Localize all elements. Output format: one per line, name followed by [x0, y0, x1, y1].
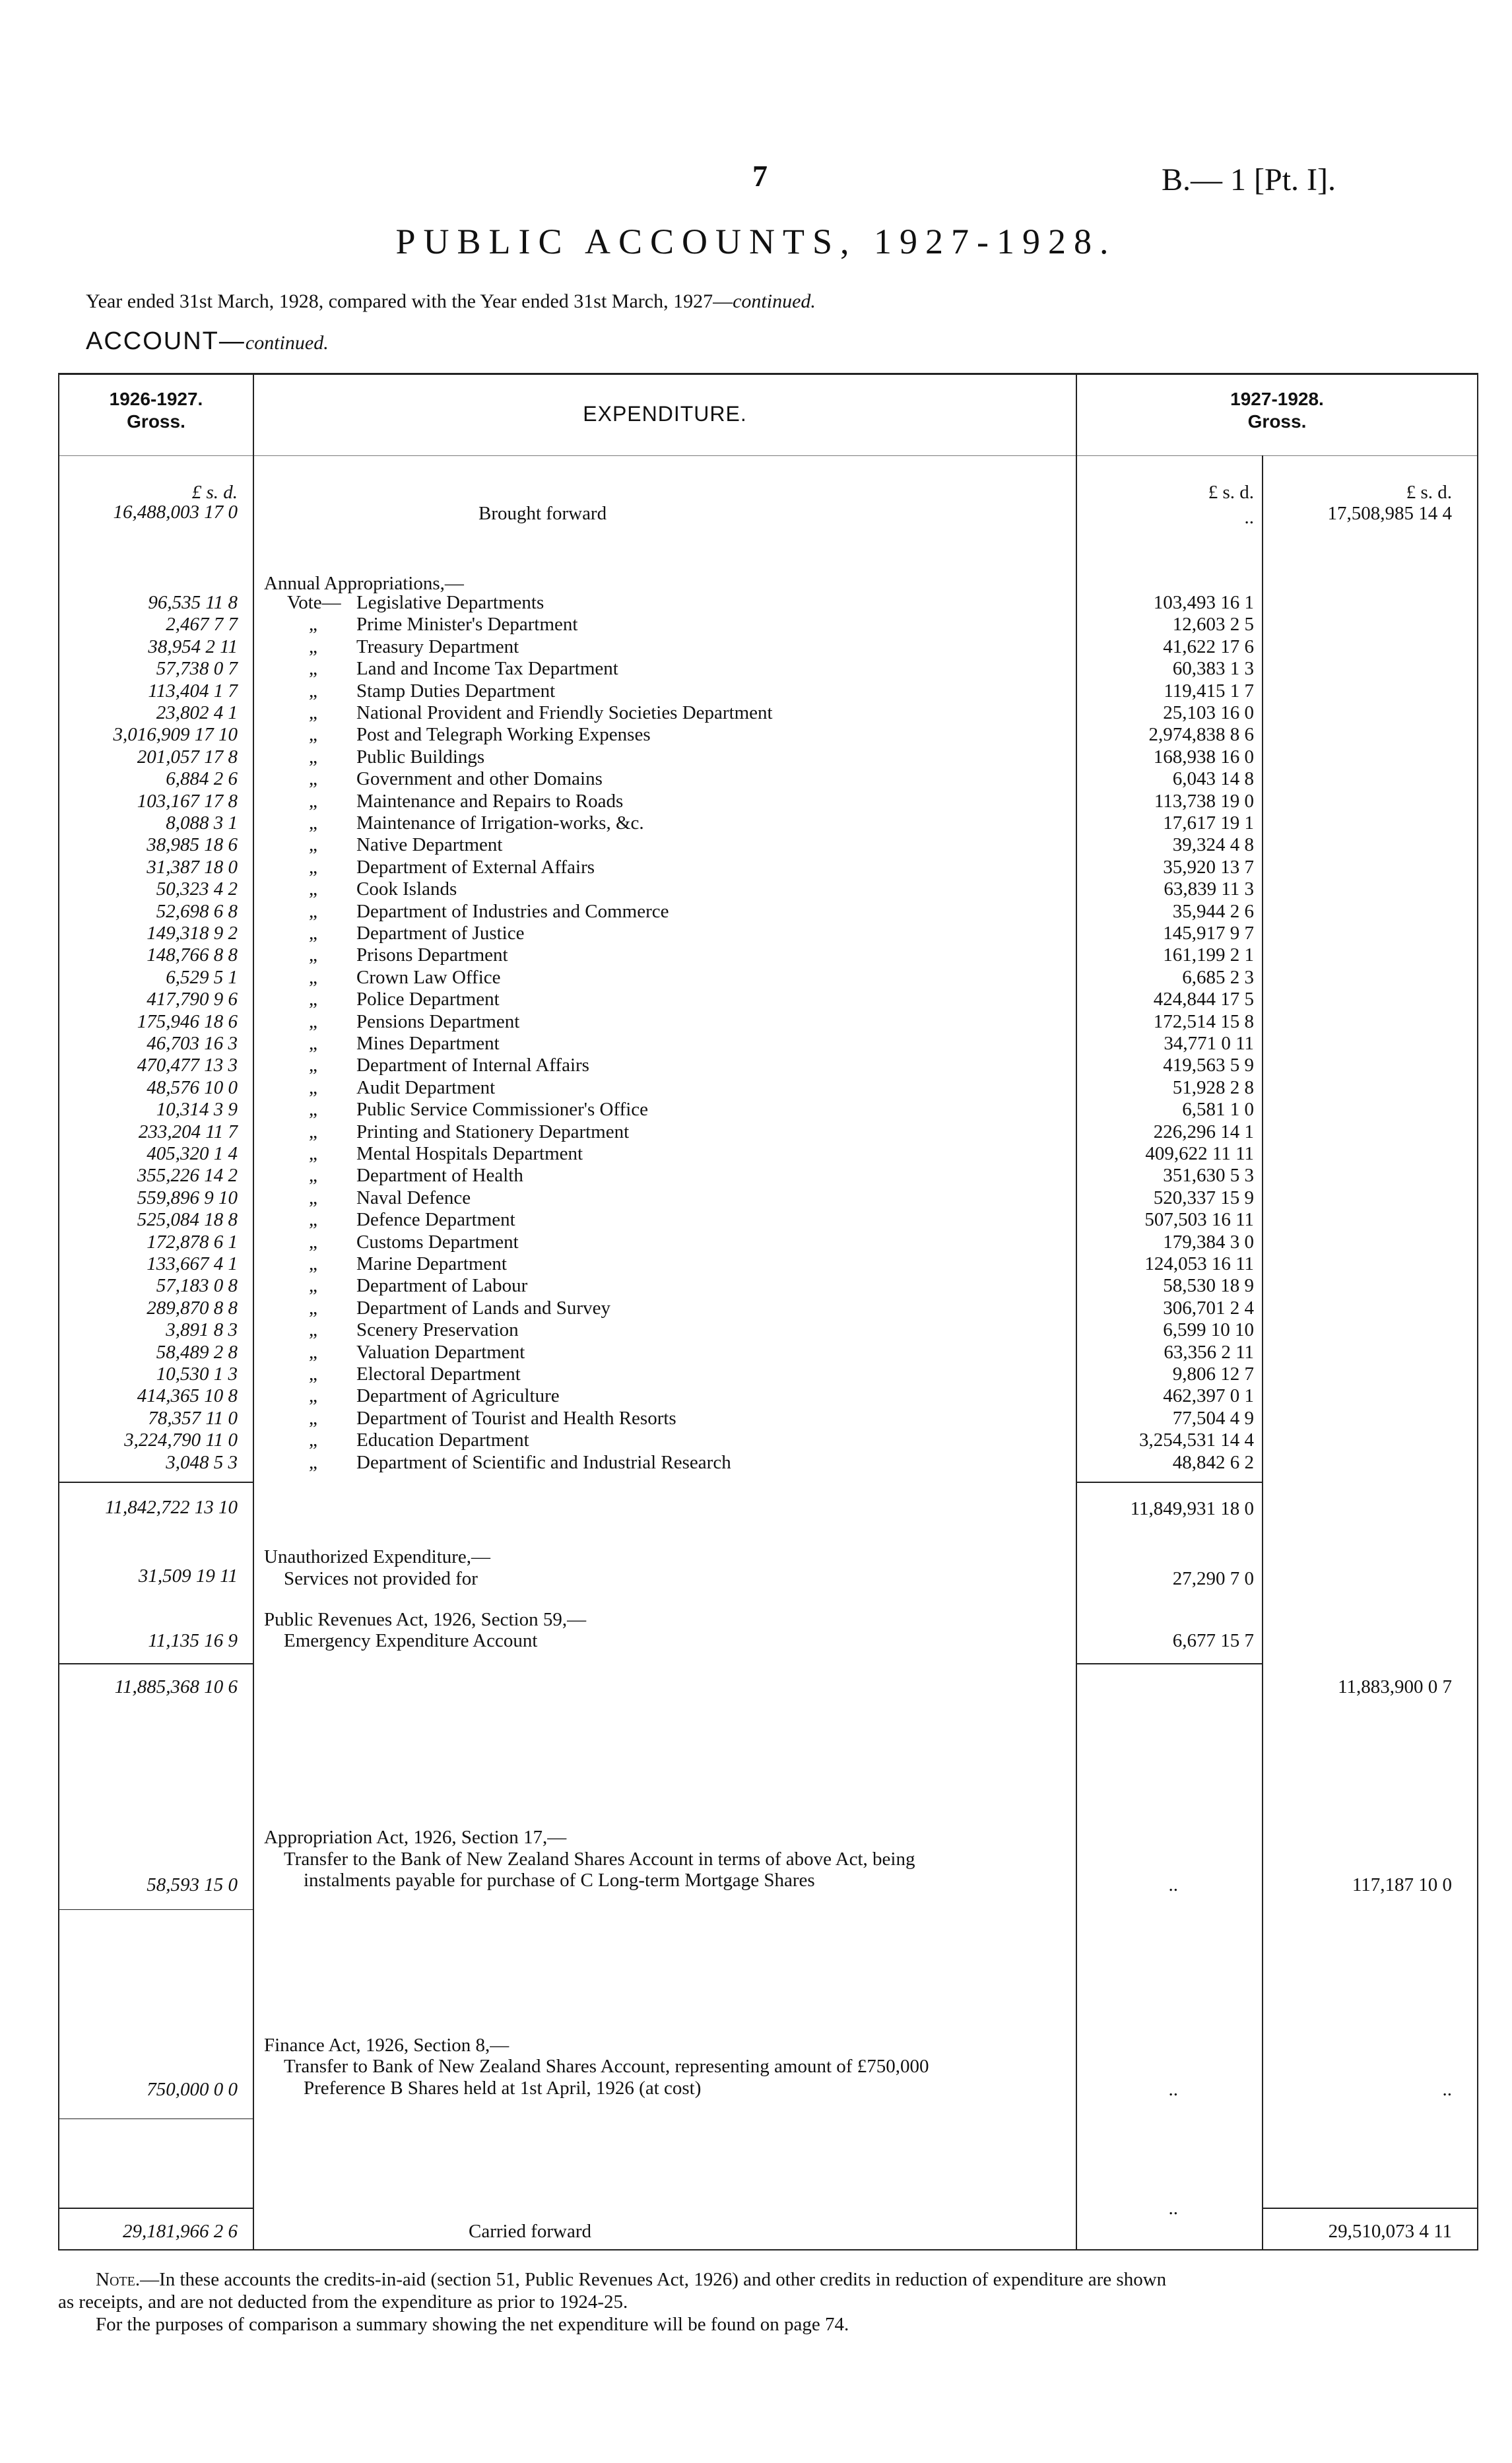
vote-row-prev: 355,226 14 2 [137, 1165, 238, 1186]
vote-row-label: Prisons Department [356, 944, 508, 966]
vote-row-prefix: „ [309, 746, 317, 768]
public-revenues-label: Emergency Expenditure Account [284, 1630, 538, 1651]
vote-row-label: Department of Labour [356, 1275, 528, 1296]
vote-row-prev: 52,698 6 8 [156, 901, 238, 922]
vote-row-prefix: Vote— [287, 592, 341, 613]
vote-row-prefix: „ [309, 1342, 317, 1363]
vote-row-prefix: „ [309, 944, 317, 966]
vote-row-cur: 48,842 6 2 [1172, 1452, 1254, 1473]
vote-row-prev: 148,766 8 8 [147, 944, 238, 966]
vote-row-cur: 35,920 13 7 [1163, 857, 1254, 878]
vote-row-prefix: „ [309, 1232, 317, 1253]
vote-row-label: Mental Hospitals Department [356, 1143, 583, 1164]
vote-row-prev: 3,048 5 3 [166, 1452, 238, 1473]
group-rule-cur [1077, 1663, 1262, 1664]
vote-row-label: Defence Department [356, 1209, 515, 1230]
vote-row-prev: 149,318 9 2 [147, 923, 238, 944]
col-divider-left [253, 373, 254, 2250]
subtotal-rule-cur [1077, 1482, 1262, 1483]
page-title: PUBLIC ACCOUNTS, 1927-1928. [395, 222, 1117, 261]
vote-row-label: Pensions Department [356, 1011, 520, 1032]
vote-row-prev: 38,954 2 11 [148, 636, 238, 657]
group-total-prev: 11,885,368 10 6 [114, 1676, 238, 1697]
vote-row-cur: 12,603 2 5 [1172, 614, 1254, 635]
vote-row-prefix: „ [309, 834, 317, 855]
vote-row-prev: 58,489 2 8 [156, 1342, 238, 1363]
vote-row-prefix: „ [309, 1275, 317, 1296]
expenditure-header: EXPENDITURE. [583, 402, 747, 426]
table-bottom-rule [58, 2249, 1478, 2250]
vote-row-label: Maintenance of Irrigation-works, &c. [356, 812, 644, 834]
vote-row-label: Land and Income Tax Department [356, 658, 618, 679]
vote-row-label: Prime Minister's Department [356, 614, 578, 635]
vote-row-label: Customs Department [356, 1232, 519, 1253]
vote-row-prev: 3,016,909 17 10 [113, 724, 238, 745]
vote-row-label: Stamp Duties Department [356, 680, 556, 702]
vote-row-prefix: „ [309, 614, 317, 635]
col-divider-mid [1076, 373, 1077, 2250]
vote-row-label: Department of Health [356, 1165, 523, 1186]
account-continued: continued. [245, 332, 329, 354]
appropriation-act-prev: 58,593 15 0 [147, 1874, 238, 1895]
vote-row-prefix: „ [309, 1055, 317, 1076]
vote-row-prev: 414,365 10 8 [137, 1385, 238, 1406]
vote-row-prefix: „ [309, 658, 317, 679]
vote-row-label: Treasury Department [356, 636, 519, 657]
vote-row-prefix: „ [309, 768, 317, 789]
note-line-3: For the purposes of comparison a summary showing the net expenditure will be found on page 74. [96, 2314, 849, 2335]
vote-row-prefix: „ [309, 967, 317, 988]
vote-row-prev: 46,703 16 3 [147, 1033, 238, 1054]
vote-row-label: Department of Internal Affairs [356, 1055, 589, 1076]
vote-row-prev: 10,530 1 3 [156, 1363, 238, 1385]
vote-row-prev: 525,084 18 8 [137, 1209, 238, 1230]
vote-row-cur: 507,503 16 11 [1144, 1209, 1254, 1230]
appropriation-act-total: 117,187 10 0 [1352, 1874, 1452, 1895]
vote-row-cur: 226,296 14 1 [1153, 1121, 1254, 1142]
carried-rule-prev [58, 2208, 253, 2209]
vote-row-prefix: „ [309, 989, 317, 1010]
note-label: Note. [96, 2269, 141, 2290]
appropriation-act-cur: .. [1168, 1874, 1178, 1895]
cur-gross-label: Gross. [1247, 411, 1307, 432]
vote-row-label: Maintenance and Repairs to Roads [356, 791, 624, 812]
vote-row-prefix: „ [309, 636, 317, 657]
brought-forward-total: 17,508,985 14 4 [1327, 503, 1452, 524]
cur-year-header [1077, 388, 1477, 433]
vote-row-cur: 2,974,838 8 6 [1148, 724, 1254, 745]
unauthorized-heading: Unauthorized Expenditure,— [264, 1546, 491, 1567]
carried-forward-prev: 29,181,966 2 6 [123, 2221, 238, 2242]
vote-row-label: National Provident and Friendly Societies Department [356, 702, 773, 723]
vote-row-cur: 34,771 0 11 [1164, 1033, 1254, 1054]
vote-row-label: Valuation Department [356, 1342, 525, 1363]
vote-row-label: Naval Defence [356, 1187, 471, 1208]
subtotal-prev: 11,842,722 13 10 [105, 1497, 238, 1518]
vote-row-cur: 103,493 16 1 [1153, 592, 1254, 613]
vote-row-cur: 51,928 2 8 [1172, 1077, 1254, 1098]
vote-row-label: Audit Department [356, 1077, 496, 1098]
vote-row-prefix: „ [309, 923, 317, 944]
vote-row-prefix: „ [309, 878, 317, 900]
account-text: ACCOUNT— [86, 327, 246, 355]
vote-row-prev: 113,404 1 7 [148, 680, 238, 702]
group-rule-prev [58, 1663, 253, 1664]
vote-row-cur: 119,415 1 7 [1164, 680, 1254, 702]
vote-row-prev: 10,314 3 9 [156, 1099, 238, 1120]
vote-row-prev: 78,357 11 0 [148, 1408, 238, 1429]
vote-row-prefix: „ [309, 857, 317, 878]
total-units: £ s. d. [1406, 482, 1452, 503]
vote-row-label: Government and other Domains [356, 768, 603, 789]
appropriation-act-line1: Transfer to the Bank of New Zealand Shares Account in terms of above Act, being [284, 1849, 915, 1870]
vote-row-prefix: „ [309, 724, 317, 745]
subtotal-cur: 11,849,931 18 0 [1130, 1498, 1254, 1519]
vote-row-prev: 8,088 3 1 [166, 812, 238, 834]
vote-row-prefix: „ [309, 1143, 317, 1164]
subtitle [86, 290, 816, 313]
vote-row-prefix: „ [309, 680, 317, 702]
finance-act-cur: .. [1168, 2079, 1178, 2100]
group-total: 11,883,900 0 7 [1338, 1676, 1452, 1697]
vote-row-prev: 133,667 4 1 [147, 1253, 238, 1274]
vote-row-cur: 6,685 2 3 [1182, 967, 1254, 988]
vote-row-prefix: „ [309, 1297, 317, 1319]
finance-act-total: .. [1442, 2079, 1452, 2100]
vote-row-cur: 25,103 16 0 [1163, 702, 1254, 723]
vote-row-prev: 6,884 2 6 [166, 768, 238, 789]
vote-row-cur: 60,383 1 3 [1172, 658, 1254, 679]
brought-forward-label: Brought forward [478, 503, 607, 524]
vote-row-label: Department of Lands and Survey [356, 1297, 610, 1319]
vote-row-cur: 6,043 14 8 [1172, 768, 1254, 789]
vote-row-label: Post and Telegraph Working Expenses [356, 724, 651, 745]
vote-row-prev: 23,802 4 1 [156, 702, 238, 723]
vote-row-prev: 175,946 18 6 [137, 1011, 238, 1032]
vote-row-label: Public Buildings [356, 746, 485, 768]
vote-row-prev: 470,477 13 3 [137, 1055, 238, 1076]
document-reference: B.— 1 [Pt. I]. [1162, 162, 1336, 197]
vote-row-label: Department of Justice [356, 923, 525, 944]
vote-row-prev: 3,224,790 11 0 [124, 1429, 238, 1451]
vote-row-cur: 6,599 10 10 [1163, 1319, 1254, 1340]
vote-row-label: Public Service Commissioner's Office [356, 1099, 649, 1120]
vote-row-cur: 113,738 19 0 [1154, 791, 1254, 812]
vote-row-cur: 58,530 18 9 [1163, 1275, 1254, 1296]
annual-appropriations-heading: Annual Appropriations,— [264, 573, 464, 594]
vote-row-label: Legislative Departments [356, 592, 544, 613]
vote-row-prev: 31,387 18 0 [147, 857, 238, 878]
appropriation-act-heading: Appropriation Act, 1926, Section 17,— [264, 1827, 567, 1848]
vote-row-cur: 161,199 2 1 [1163, 944, 1254, 966]
vote-row-prev: 96,535 11 8 [148, 592, 238, 613]
vote-row-prefix: „ [309, 1319, 317, 1340]
vote-row-prefix: „ [309, 1011, 317, 1032]
finance-act-line1: Transfer to Bank of New Zealand Shares Account, representing amount of £750,000 [284, 2056, 929, 2077]
vote-row-prefix: „ [309, 812, 317, 834]
vote-row-prev: 172,878 6 1 [147, 1232, 238, 1253]
vote-row-prev: 201,057 17 8 [137, 746, 238, 768]
vote-row-prefix: „ [309, 1187, 317, 1208]
appropriation-act-line2: instalments payable for purchase of C Long-term Mortgage Shares [304, 1870, 815, 1891]
vote-row-cur: 39,324 4 8 [1172, 834, 1254, 855]
vote-row-prefix: „ [309, 1077, 317, 1098]
vote-row-cur: 77,504 4 9 [1172, 1408, 1254, 1429]
cur-units: £ s. d. [1208, 482, 1254, 503]
vote-row-cur: 462,397 0 1 [1163, 1385, 1254, 1406]
vote-row-cur: 172,514 15 8 [1153, 1011, 1254, 1032]
vote-row-prev: 405,320 1 4 [147, 1143, 238, 1164]
vote-row-cur: 351,630 5 3 [1163, 1165, 1254, 1186]
vote-row-cur: 306,701 2 4 [1163, 1297, 1254, 1319]
vote-row-cur: 419,563 5 9 [1163, 1055, 1254, 1076]
vote-row-label: Education Department [356, 1429, 529, 1451]
prev-year-label: 1926-1927. [109, 389, 203, 409]
vote-row-prev: 57,183 0 8 [156, 1275, 238, 1296]
vote-row-cur: 63,839 11 3 [1164, 878, 1254, 900]
vote-row-prev: 50,323 4 2 [156, 878, 238, 900]
vote-row-prev: 38,985 18 6 [147, 834, 238, 855]
carried-forward-label: Carried forward [469, 2221, 591, 2242]
vote-row-cur: 168,938 16 0 [1153, 746, 1254, 768]
vote-row-prefix: „ [309, 1363, 317, 1385]
public-revenues-heading: Public Revenues Act, 1926, Section 59,— [264, 1609, 587, 1630]
appropriation-rule-prev [58, 1909, 253, 1910]
finance-act-line2: Preference B Shares held at 1st April, 1926 (at cost) [304, 2078, 702, 2099]
vote-row-label: Department of Industries and Commerce [356, 901, 669, 922]
unauthorized-label: Services not provided for [284, 1568, 478, 1589]
vote-row-cur: 145,917 9 7 [1163, 923, 1254, 944]
prev-units: £ s. d. [191, 482, 238, 503]
vote-row-prefix: „ [309, 1385, 317, 1406]
vote-row-label: Printing and Stationery Department [356, 1121, 630, 1142]
vote-row-prefix: „ [309, 1099, 317, 1120]
vote-row-prefix: „ [309, 1209, 317, 1230]
vote-row-prev: 103,167 17 8 [137, 791, 238, 812]
public-revenues-cur: 6,677 15 7 [1172, 1630, 1254, 1651]
vote-row-cur: 409,622 11 11 [1145, 1143, 1254, 1164]
vote-row-label: Department of External Affairs [356, 857, 595, 878]
vote-row-prefix: „ [309, 1121, 317, 1142]
vote-row-cur: 3,254,531 14 4 [1139, 1429, 1254, 1451]
header-bottom-rule [58, 455, 1478, 456]
note-line-1 [96, 2269, 1166, 2291]
vote-row-cur: 6,581 1 0 [1182, 1099, 1254, 1120]
finance-act-prev: 750,000 0 0 [147, 2079, 238, 2100]
vote-row-label: Crown Law Office [356, 967, 501, 988]
vote-row-cur: 424,844 17 5 [1153, 989, 1254, 1010]
table-top-rule [58, 373, 1478, 375]
vote-row-prefix: „ [309, 791, 317, 812]
vote-row-label: Native Department [356, 834, 503, 855]
vote-row-prev: 6,529 5 1 [166, 967, 238, 988]
brought-forward-cur: .. [1244, 507, 1254, 528]
account-heading [86, 327, 329, 356]
prev-year-header [59, 388, 253, 433]
vote-row-prefix: „ [309, 901, 317, 922]
public-revenues-prev: 11,135 16 9 [148, 1630, 238, 1651]
note-text-1: —In these accounts the credits-in-aid (section 51, Public Revenues Act, 1926) and other credits in reduction of expenditure are shown [140, 2269, 1167, 2290]
vote-row-prev: 48,576 10 0 [147, 1077, 238, 1098]
vote-row-label: Department of Agriculture [356, 1385, 560, 1406]
vote-row-prev: 559,896 9 10 [137, 1187, 238, 1208]
vote-row-cur: 63,356 2 11 [1164, 1342, 1254, 1363]
vote-row-label: Department of Scientific and Industrial Research [356, 1452, 731, 1473]
vote-row-cur: 41,622 17 6 [1163, 636, 1254, 657]
vote-row-label: Cook Islands [356, 878, 457, 900]
vote-row-cur: 179,384 3 0 [1163, 1232, 1254, 1253]
vote-row-prefix: „ [309, 702, 317, 723]
page-number: 7 [752, 159, 768, 193]
unauthorized-cur: 27,290 7 0 [1172, 1568, 1254, 1589]
vote-row-prev: 57,738 0 7 [156, 658, 238, 679]
vote-row-label: Scenery Preservation [356, 1319, 519, 1340]
vote-row-prefix: „ [309, 1165, 317, 1186]
finance-rule-prev [58, 2118, 253, 2119]
vote-row-prev: 417,790 9 6 [147, 989, 238, 1010]
subtitle-continued: continued. [733, 290, 816, 312]
vote-row-cur: 520,337 15 9 [1153, 1187, 1254, 1208]
note-line-2: as receipts, and are not deducted from the expenditure as prior to 1924-25. [58, 2291, 628, 2313]
finance-act-heading: Finance Act, 1926, Section 8,— [264, 2035, 509, 2056]
carried-forward-total: 29,510,073 4 11 [1328, 2221, 1452, 2242]
cur-year-label: 1927-1928. [1230, 389, 1324, 409]
vote-row-cur: 35,944 2 6 [1172, 901, 1254, 922]
vote-row-prefix: „ [309, 1033, 317, 1054]
vote-row-prefix: „ [309, 1429, 317, 1451]
col-divider-right [1262, 455, 1263, 2250]
vote-row-prefix: „ [309, 1452, 317, 1473]
subtotal-rule-prev [58, 1482, 253, 1483]
vote-row-cur: 9,806 12 7 [1172, 1363, 1254, 1385]
vote-row-cur: 124,053 16 11 [1144, 1253, 1254, 1274]
vote-row-prefix: „ [309, 1408, 317, 1429]
vote-row-prev: 233,204 11 7 [138, 1121, 238, 1142]
carried-rule-total [1262, 2208, 1477, 2209]
prev-gross-label: Gross. [127, 411, 185, 432]
unauthorized-prev: 31,509 19 11 [138, 1565, 238, 1587]
vote-row-label: Police Department [356, 989, 500, 1010]
table-right-border [1477, 373, 1478, 2250]
vote-row-label: Mines Department [356, 1033, 500, 1054]
vote-row-label: Department of Tourist and Health Resorts [356, 1408, 676, 1429]
vote-row-cur: 17,617 19 1 [1163, 812, 1254, 834]
vote-row-label: Marine Department [356, 1253, 507, 1274]
vote-row-prev: 289,870 8 8 [147, 1297, 238, 1319]
vote-row-label: Electoral Department [356, 1363, 521, 1385]
carried-forward-cur: .. [1168, 2198, 1178, 2219]
vote-row-prefix: „ [309, 1253, 317, 1274]
subtitle-text: Year ended 31st March, 1928, compared with the Year ended 31st March, 1927— [86, 290, 733, 312]
vote-row-prev: 3,891 8 3 [166, 1319, 238, 1340]
brought-forward-prev: 16,488,003 17 0 [113, 502, 238, 523]
vote-row-prev: 2,467 7 7 [166, 614, 238, 635]
